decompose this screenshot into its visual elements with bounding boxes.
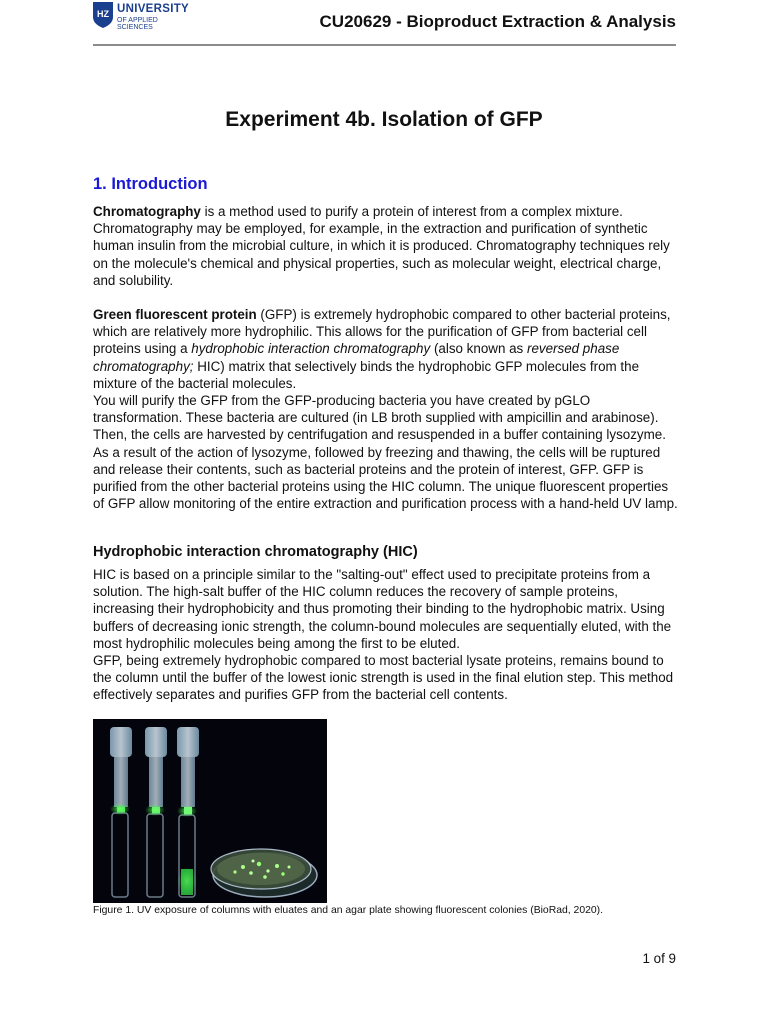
page-number: 1 of 9 [642, 951, 676, 966]
text-run: GFP, being extremely hydrophobic compared to most bacterial lysate proteins, remains bound to the column until the buffer of the lowest ionic strength is used in the final elution step. This method effectively separates and purifies GFP from the bacterial cell contents. [93, 653, 674, 703]
text-run: (also known as [430, 341, 527, 357]
logo-mark: HZ [97, 9, 109, 19]
text-run: hydrophobic interaction chromatography [191, 341, 431, 357]
logo-text-university: UNIVERSITY [117, 3, 190, 15]
document-title: Experiment 4b. Isolation of GFP [225, 108, 543, 131]
shield-logo-icon [93, 2, 113, 28]
paragraph-gfp [93, 306, 678, 512]
section-heading-introduction: 1. Introduction [93, 175, 208, 193]
header-divider [93, 44, 676, 46]
text-run: (GFP) is extremely hydrophobic compared to other bacterial proteins, which are relatively more hydrophilic. This allows for the purification of GFP from bacterial cell proteins using a [93, 307, 671, 357]
text-run: Chromatography [93, 204, 201, 219]
text-run: Green fluorescent protein [93, 307, 257, 322]
text-run: You will purify the GFP from the GFP-producing bacteria you have created by pGLO transformation. These bacteria are cultured (in LB broth supplied with ampicillin and arabinose). Then, the cells are harvested by centrifugation and resuspended in a buffer containing lysozyme. As a result of the action of lysozyme, followed by freezing and thawing, the cells will be ruptured and release their contents, such as bacterial proteins and the protein of interest, GFP. GFP is purified from the other bacterial proteins using the HIC column. The unique fluorescent properties of GFP allow monitoring of the entire extraction and purification process with a hand-held UV lamp. [93, 393, 678, 512]
uv-columns-illustration [93, 719, 327, 903]
university-logo [93, 2, 193, 32]
page-header [93, 0, 676, 46]
text-run: reversed phase chromatography; [93, 341, 620, 374]
subheading-hic: Hydrophobic interaction chromatography (HIC) [93, 544, 418, 560]
text-run: HIC is based on a principle similar to the "salting-out" effect used to precipitate proteins from a solution. The high-salt buffer of the HIC column reduces the recovery of sample proteins, increasing their hydrophobicity and thus promoting their binding to the hydrophobic matrix. Using buffers of decreasing ionic strength, the column-bound molecules are sequentially eluted, with the most hydrophilic molecules being among the first to be eluted. [93, 567, 672, 651]
figure-caption: Figure 1. UV exposure of columns with eluates and an agar plate showing fluorescent colonies (BioRad, 2020). [93, 905, 604, 916]
text-run: HIC) matrix that selectively binds the hydrophobic GFP molecules from the mixture of the bacterial molecules. [93, 358, 640, 391]
paragraph-chromatography [93, 203, 678, 289]
paragraph-hic [93, 566, 678, 704]
text-run: is a method used to purify a protein of interest from a complex mixture. Chromatography may be employed, for example, in the extraction and purification of synthetic human insulin from the microbial culture, in which it is produced. Chromatography techniques rely on the molecule's chemical and physical properties, such as molecular weight, electrical charge, and solubility. [93, 204, 670, 288]
course-title: CU20629 - Bioproduct Extraction & Analysis [319, 12, 676, 31]
column-3 [177, 727, 199, 897]
figure-uv-columns-photo [93, 719, 327, 903]
logo-text-subtitle: OF APPLIED SCIENCES [117, 17, 158, 31]
